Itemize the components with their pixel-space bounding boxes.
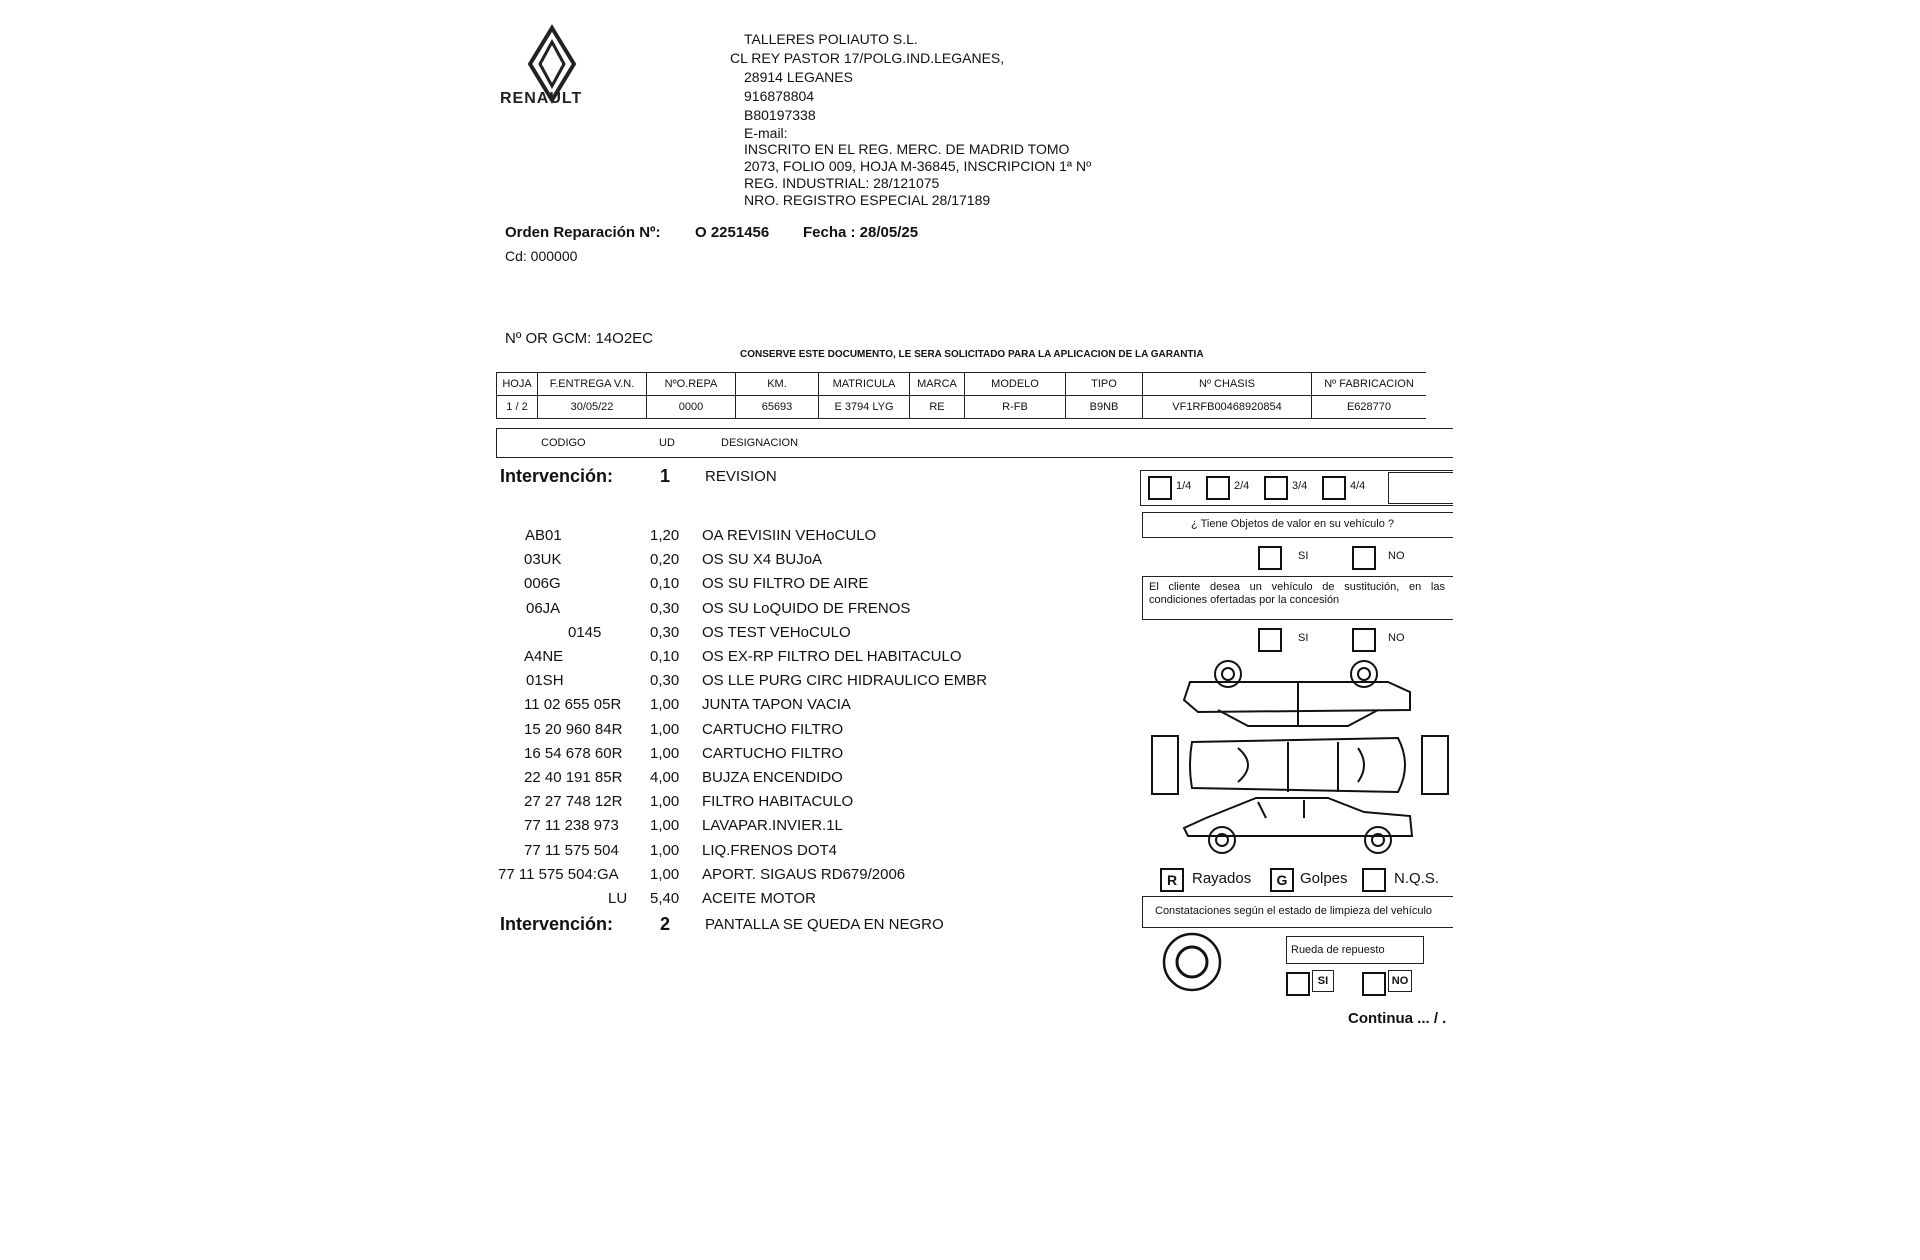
item-designation: LAVAPAR.INVIER.1L [702, 817, 843, 834]
legend-g-box: G [1270, 868, 1294, 892]
intervencion-1-label: Intervención: [500, 466, 614, 486]
company-line: REG. INDUSTRIAL: 28/121075 [744, 175, 940, 191]
item-code: 01SH [526, 672, 564, 689]
valuables-no-label: NO [1388, 550, 1405, 562]
table-cell: 30/05/22 [538, 396, 647, 419]
spare-wheel-icon [1160, 930, 1224, 994]
item-ud: 5,40 [650, 890, 680, 907]
order-label: Orden Reparación Nº: [505, 224, 661, 241]
item-ud: 0,30 [650, 672, 680, 689]
valuables-question-box [1142, 512, 1453, 538]
item-designation: JUNTA TAPON VACIA [702, 696, 851, 713]
item-ud: 1,00 [650, 793, 680, 810]
item-designation: ACEITE MOTOR [702, 890, 816, 907]
table-cell: 1 / 2 [497, 396, 538, 419]
table-header: MODELO [965, 373, 1066, 396]
item-ud: 0,30 [650, 624, 680, 641]
car-damage-diagram-icon[interactable] [1148, 652, 1452, 862]
item-code: 16 54 678 60R [524, 745, 623, 762]
replacement-vehicle-box [1142, 576, 1453, 620]
table-header: Nº FABRICACION [1312, 373, 1427, 396]
table-cell: 0000 [647, 396, 736, 419]
column-codigo: CODIGO [541, 437, 586, 449]
company-line: CL REY PASTOR 17/POLG.IND.LEGANES, [730, 50, 1005, 66]
valuables-si-checkbox[interactable] [1258, 546, 1282, 570]
table-cell: E628770 [1312, 396, 1427, 419]
item-ud: 4,00 [650, 769, 680, 786]
item-code: A4NE [524, 648, 564, 665]
vehicle-table [496, 372, 1426, 419]
valuables-no-checkbox[interactable] [1352, 546, 1376, 570]
item-designation: APORT. SIGAUS RD679/2006 [702, 866, 906, 883]
item-designation: BUJZA ENCENDIDO [702, 769, 843, 786]
company-line: 2073, FOLIO 009, HOJA M-36845, INSCRIPCION 1ª Nº [744, 158, 1092, 174]
gcm-number: Nº OR GCM: 14O2EC [505, 330, 654, 347]
item-code: 006G [524, 575, 561, 592]
warranty-notice: CONSERVE ESTE DOCUMENTO, LE SERA SOLICITADO PARA LA APLICACION DE LA GARANTIA [740, 349, 1204, 360]
table-row [497, 396, 1427, 419]
replacement-si-label: SI [1298, 632, 1309, 644]
item-code: 77 11 575 504 [524, 842, 619, 859]
column-designacion: DESIGNACION [721, 437, 799, 449]
company-line: NRO. REGISTRO ESPECIAL 28/17189 [744, 192, 991, 208]
cd-code: Cd: 000000 [505, 248, 578, 264]
order-date: Fecha : 28/05/25 [803, 224, 919, 241]
legend-r-text: Rayados [1192, 870, 1252, 887]
items-column-header [496, 428, 1453, 458]
table-header: MATRICULA [819, 373, 910, 396]
table-cell: E 3794 LYG [819, 396, 910, 419]
item-ud: 1,00 [650, 842, 680, 859]
table-header: NºO.REPA [647, 373, 736, 396]
fuel-2-4-label: 2/4 [1234, 480, 1250, 492]
replacement-si-checkbox[interactable] [1258, 628, 1282, 652]
item-designation: OS SU FILTRO DE AIRE [702, 575, 869, 592]
intervencion-1-desc: REVISION [705, 468, 777, 485]
spare-wheel-no-checkbox[interactable] [1362, 972, 1386, 996]
legend-nqs-text: N.Q.S. [1394, 870, 1440, 887]
item-designation: FILTRO HABITACULO [702, 793, 854, 810]
table-cell: VF1RFB00468920854 [1143, 396, 1312, 419]
company-line: INSCRITO EN EL REG. MERC. DE MADRID TOMO [744, 141, 1070, 157]
column-ud: UD [659, 437, 675, 449]
item-designation: OS TEST VEHoCULO [702, 624, 851, 641]
item-ud: 1,00 [650, 817, 680, 834]
item-code: LU [608, 890, 628, 907]
item-ud: 0,10 [650, 575, 680, 592]
legend-r-box: R [1160, 868, 1184, 892]
table-header: TIPO [1066, 373, 1143, 396]
table-header: HOJA [497, 373, 538, 396]
item-designation: CARTUCHO FILTRO [702, 721, 844, 738]
table-header: MARCA [910, 373, 965, 396]
spare-wheel-si-label: SI [1312, 970, 1334, 992]
item-code: 77 11 575 504:GA [498, 866, 619, 883]
valuables-si-label: SI [1298, 550, 1309, 562]
spare-wheel-box [1286, 936, 1424, 964]
table-cell: 65693 [736, 396, 819, 419]
intervencion-2-number: 2 [660, 914, 671, 934]
intervencion-1-number: 1 [660, 466, 671, 486]
valuables-question: ¿ Tiene Objetos de valor en su vehículo ? [1191, 518, 1395, 530]
cleanliness-text: Constataciones según el estado de limpieza del vehículo [1155, 905, 1433, 917]
spare-wheel-si-checkbox[interactable] [1286, 972, 1310, 996]
item-code: 03UK [524, 551, 562, 568]
item-ud: 0,10 [650, 648, 680, 665]
company-line: TALLERES POLIAUTO S.L. [744, 31, 918, 47]
item-code: 27 27 748 12R [524, 793, 623, 810]
table-header: KM. [736, 373, 819, 396]
item-ud: 1,00 [650, 721, 680, 738]
company-info [730, 30, 1092, 209]
spare-wheel-label: Rueda de repuesto [1291, 944, 1385, 956]
item-designation: OS SU LoQUIDO DE FRENOS [702, 600, 911, 617]
table-cell: RE [910, 396, 965, 419]
item-designation: OA REVISIIN VEHoCULO [702, 527, 877, 544]
item-designation: CARTUCHO FILTRO [702, 745, 844, 762]
table-header: F.ENTREGA V.N. [538, 373, 647, 396]
replacement-no-label: NO [1388, 632, 1405, 644]
item-ud: 1,00 [650, 696, 680, 713]
cleanliness-box [1142, 896, 1453, 928]
company-line: 916878804 [744, 88, 815, 104]
item-code: 15 20 960 84R [524, 721, 623, 738]
item-ud: 1,00 [650, 866, 680, 883]
replacement-no-checkbox[interactable] [1352, 628, 1376, 652]
intervencion-2-desc: PANTALLA SE QUEDA EN NEGRO [705, 916, 944, 933]
item-ud: 1,00 [650, 745, 680, 762]
order-number: O 2251456 [695, 224, 770, 241]
item-ud: 1,20 [650, 527, 680, 544]
company-line: B80197338 [744, 107, 816, 123]
table-header-row [497, 373, 1427, 396]
company-line: E-mail: [744, 125, 788, 141]
table-cell: R-FB [965, 396, 1066, 419]
table-header: Nº CHASIS [1143, 373, 1312, 396]
item-code: 77 11 238 973 [524, 817, 619, 834]
continua-label: Continua ... / . [1348, 1010, 1447, 1027]
item-ud: 0,20 [650, 551, 680, 568]
brand-wordmark: RENAULT [500, 90, 583, 107]
item-designation: OS EX-RP FILTRO DEL HABITACULO [702, 648, 962, 665]
item-code: 22 40 191 85R [524, 769, 623, 786]
item-designation: OS LLE PURG CIRC HIDRAULICO EMBR [702, 672, 988, 689]
item-designation: OS SU X4 BUJoA [702, 551, 823, 568]
table-cell: B9NB [1066, 396, 1143, 419]
fuel-1-4-label: 1/4 [1176, 480, 1192, 492]
intervencion-2-label: Intervención: [500, 914, 614, 934]
item-designation: LIQ.FRENOS DOT4 [702, 842, 838, 859]
replacement-vehicle-text: El cliente desea un vehículo de sustitución, en las condiciones ofertadas por la concesión [1149, 581, 1445, 606]
fuel-4-4-label: 4/4 [1350, 480, 1366, 492]
item-code: 11 02 655 05R [524, 696, 622, 713]
fuel-3-4-label: 3/4 [1292, 480, 1308, 492]
company-line: 28914 LEGANES [744, 69, 853, 85]
item-code: 0145 [568, 624, 602, 641]
fuel-frame [1140, 470, 1453, 506]
nqs-checkbox[interactable] [1362, 868, 1386, 892]
legend-g-text: Golpes [1300, 870, 1348, 887]
item-code: 06JA [526, 600, 561, 617]
item-code: AB01 [525, 527, 562, 544]
item-ud: 0,30 [650, 600, 680, 617]
spare-wheel-no-label: NO [1388, 970, 1412, 992]
